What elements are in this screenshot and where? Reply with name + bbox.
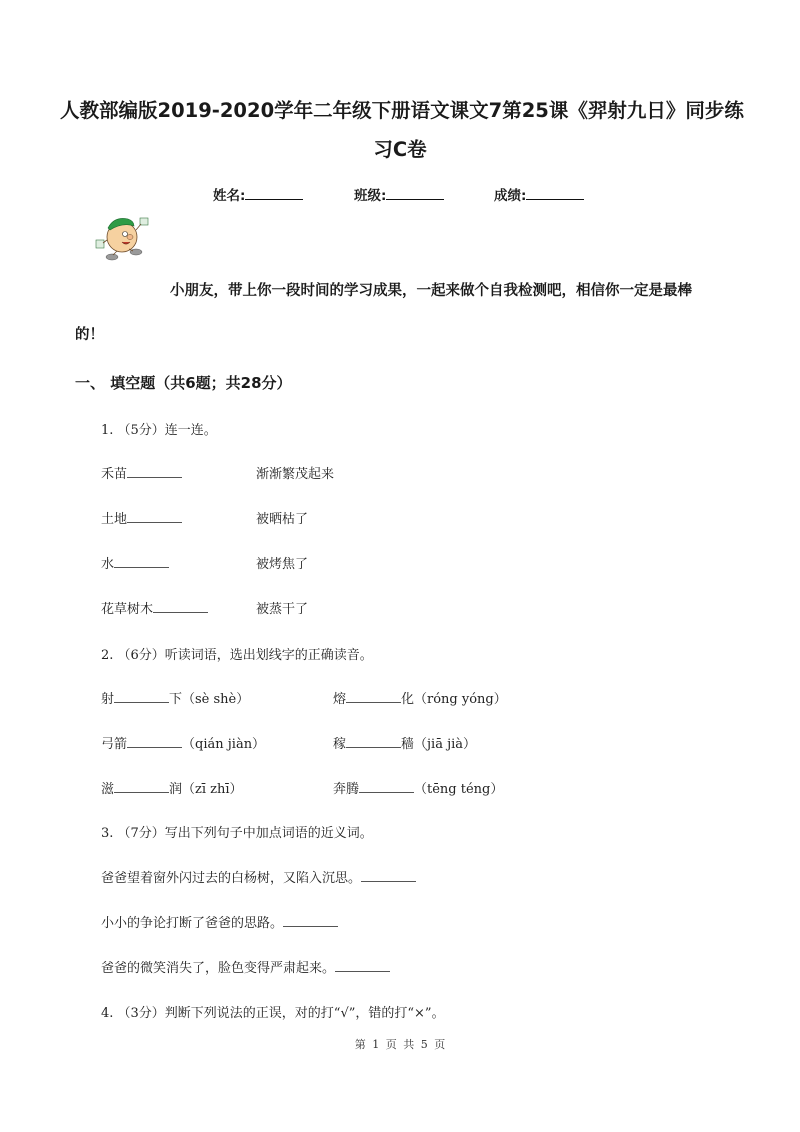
- score-blank[interactable]: [526, 185, 584, 200]
- intro-text-line-2: 的！: [75, 327, 104, 343]
- q1-blank[interactable]: [153, 600, 208, 613]
- section-heading: 一、 填空题（共6题；共28分）: [75, 374, 292, 392]
- q1-left-text: 水: [101, 557, 115, 572]
- q1-right-item: 被晒枯了: [256, 512, 309, 527]
- q2-blank[interactable]: [359, 780, 414, 793]
- q2-item: [101, 733, 265, 752]
- name-field[interactable]: [213, 184, 303, 204]
- q1-left-text: 花草树木: [101, 602, 154, 617]
- question-2-prompt: 2. （6分）听读词语，选出划线字的正确读音。: [101, 648, 373, 663]
- q3-blank[interactable]: [361, 869, 416, 882]
- q2-word-start: 稼: [333, 737, 347, 752]
- q2-blank[interactable]: [346, 690, 401, 703]
- q3-blank[interactable]: [335, 959, 390, 972]
- q2-item: [333, 733, 476, 752]
- q3-blank[interactable]: [283, 914, 338, 927]
- q2-item: [101, 778, 243, 797]
- score-field[interactable]: [494, 184, 584, 204]
- q2-word-end: 润（zī zhī）: [169, 782, 243, 797]
- q3-sentence-text: 爸爸望着窗外闪过去的白杨树，又陷入沉思。: [101, 871, 362, 886]
- q1-left-item: [101, 508, 182, 527]
- q2-word-start: 奔腾: [333, 782, 360, 797]
- q2-blank[interactable]: [127, 735, 182, 748]
- q3-sentence-text: 爸爸的微笑消失了，脸色变得严肃起来。: [101, 961, 336, 976]
- q2-word-start: 滋: [101, 782, 115, 797]
- q3-sentence: [101, 912, 338, 931]
- q1-right-item: 渐渐繁茂起来: [256, 467, 335, 482]
- q2-word-end: （tēng téng）: [414, 782, 504, 797]
- q1-left-item: [101, 463, 182, 482]
- name-blank[interactable]: [245, 185, 303, 200]
- q3-sentence-text: 小小的争论打断了爸爸的思路。: [101, 916, 284, 931]
- q1-blank[interactable]: [114, 555, 169, 568]
- q3-sentence: [101, 957, 390, 976]
- q2-word-end: （qián jiàn）: [182, 737, 266, 752]
- q2-blank[interactable]: [114, 780, 169, 793]
- intro-text-line-1: 小朋友，带上你一段时间的学习成果，一起来做个自我检测吧，相信你一定是最棒: [170, 283, 692, 299]
- document-title-line-1: 人教部编版2019-2020学年二年级下册语文课文7第25课《羿射九日》同步练: [60, 99, 744, 122]
- q2-item: [333, 688, 507, 707]
- q1-left-item: [101, 553, 169, 572]
- q1-left-text: 土地: [101, 512, 128, 527]
- q1-blank[interactable]: [127, 510, 182, 523]
- q3-sentence: [101, 867, 416, 886]
- question-4-prompt: 4. （3分）判断下列说法的正误，对的打“√”，错的打“×”。: [101, 1006, 445, 1021]
- question-3-prompt: 3. （7分）写出下列句子中加点词语的近义词。: [101, 826, 373, 841]
- q1-left-item: [101, 598, 208, 617]
- q2-word-end: 穑（jiā jià）: [401, 737, 477, 752]
- q1-right-item: 被烤焦了: [256, 557, 309, 572]
- q2-blank[interactable]: [114, 690, 169, 703]
- class-field[interactable]: [354, 184, 444, 204]
- q2-item: [101, 688, 249, 707]
- q2-item: [333, 778, 503, 797]
- name-label: 姓名:: [213, 188, 246, 204]
- q1-right-item: 被蒸干了: [256, 602, 309, 617]
- q2-word-start: 弓箭: [101, 737, 128, 752]
- q1-left-text: 禾苗: [101, 467, 128, 482]
- document-title-line-2: 习C卷: [373, 138, 427, 161]
- q2-word-start: 射: [101, 692, 115, 707]
- q2-blank[interactable]: [346, 735, 401, 748]
- q1-blank[interactable]: [127, 465, 182, 478]
- class-blank[interactable]: [386, 185, 444, 200]
- class-label: 班级:: [354, 188, 387, 204]
- q2-word-end: 化（róng yóng）: [401, 692, 507, 707]
- question-1-prompt: 1. （5分）连一连。: [101, 423, 217, 438]
- q2-word-start: 熔: [333, 692, 347, 707]
- cartoon-mascot-icon: [92, 208, 158, 264]
- page-number: 第 1 页 共 5 页: [354, 1038, 446, 1051]
- score-label: 成绩:: [494, 188, 527, 204]
- q2-word-end: 下（sè shè）: [169, 692, 250, 707]
